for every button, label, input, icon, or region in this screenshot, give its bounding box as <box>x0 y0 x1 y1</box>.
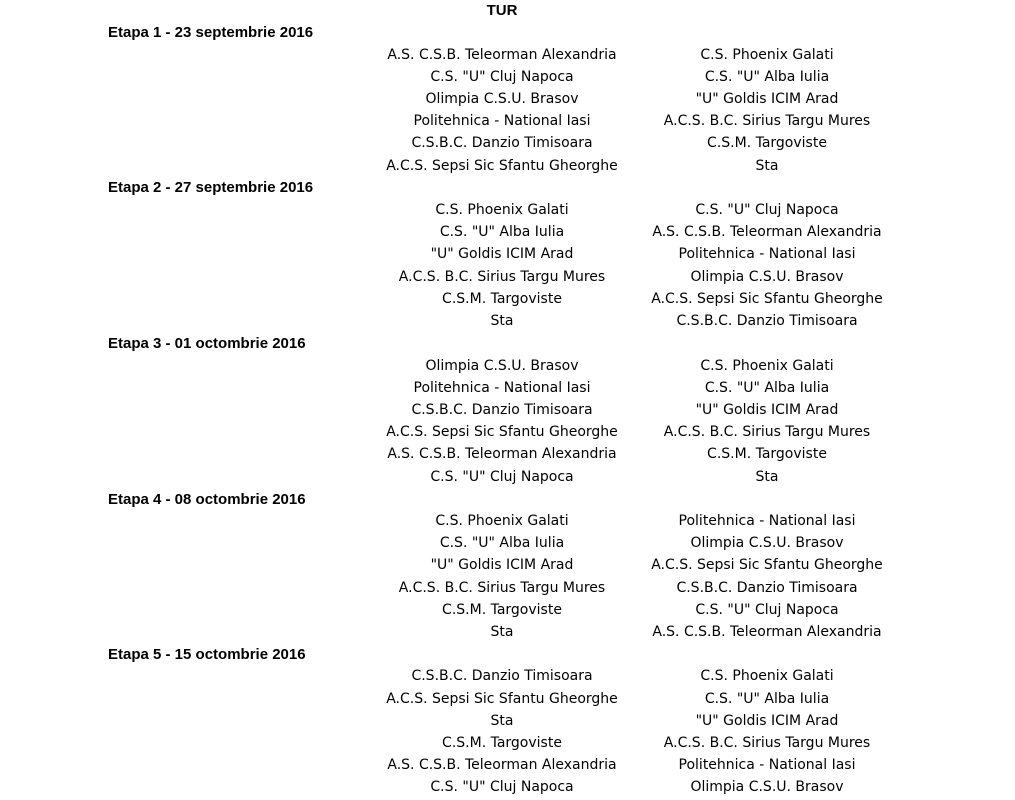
away-team: "U" Goldis ICIM Arad <box>695 713 839 729</box>
away-team: A.S. C.S.B. Teleorman Alexandria <box>652 224 882 240</box>
home-team: Politehnica - National Iasi <box>413 113 591 129</box>
away-team: Olimpia C.S.U. Brasov <box>690 779 844 795</box>
home-team: A.S. C.S.B. Teleorman Alexandria <box>387 47 617 63</box>
home-team: A.S. C.S.B. Teleorman Alexandria <box>387 757 617 773</box>
fixture-row <box>0 88 1015 110</box>
home-team: C.S. Phoenix Galati <box>435 513 569 529</box>
home-team: C.S.B.C. Danzio Timisoara <box>411 135 593 151</box>
fixture-row <box>0 132 1015 154</box>
away-team: C.S.B.C. Danzio Timisoara <box>676 313 858 329</box>
home-team: A.C.S. B.C. Sirius Targu Mures <box>398 269 606 285</box>
fixture-row <box>0 155 1015 177</box>
away-team: C.S. "U" Alba Iulia <box>704 380 830 396</box>
home-team: A.C.S. Sepsi Sic Sfantu Gheorghe <box>386 158 618 174</box>
away-team: A.C.S. B.C. Sirius Targu Mures <box>663 113 871 129</box>
fixture-row <box>0 310 1015 332</box>
home-team: A.S. C.S.B. Teleorman Alexandria <box>387 446 617 462</box>
fixture-row <box>0 532 1015 554</box>
home-team: C.S. "U" Cluj Napoca <box>430 779 574 795</box>
fixture-row <box>0 577 1015 599</box>
fixture-row <box>0 621 1015 643</box>
round-heading: Etapa 4 - 08 octombrie 2016 <box>108 491 306 508</box>
round-heading: Etapa 5 - 15 octombrie 2016 <box>108 646 306 663</box>
round-heading: Etapa 3 - 01 octombrie 2016 <box>108 335 306 352</box>
away-team: "U" Goldis ICIM Arad <box>695 91 839 107</box>
away-team: Olimpia C.S.U. Brasov <box>690 269 844 285</box>
fixture-row <box>0 355 1015 377</box>
fixture-row <box>0 599 1015 621</box>
fixture-row <box>0 732 1015 754</box>
away-team: C.S. "U" Alba Iulia <box>704 691 830 707</box>
fixture-row <box>0 665 1015 687</box>
away-team: A.C.S. Sepsi Sic Sfantu Gheorghe <box>651 291 883 307</box>
fixture-row <box>0 710 1015 732</box>
away-team: Politehnica - National Iasi <box>678 246 856 262</box>
away-team: C.S. Phoenix Galati <box>700 358 834 374</box>
fixture-row <box>0 443 1015 465</box>
fixture-row <box>0 754 1015 776</box>
page-title: TUR <box>486 2 518 19</box>
away-team: C.S. "U" Cluj Napoca <box>695 602 839 618</box>
fixture-row <box>0 510 1015 532</box>
away-team: Politehnica - National Iasi <box>678 757 856 773</box>
away-team: Sta <box>755 158 779 174</box>
away-team: A.S. C.S.B. Teleorman Alexandria <box>652 624 882 640</box>
home-team: C.S.B.C. Danzio Timisoara <box>411 402 593 418</box>
away-team: Sta <box>755 469 779 485</box>
home-team: Sta <box>490 713 514 729</box>
fixture-row <box>0 377 1015 399</box>
fixture-row <box>0 399 1015 421</box>
away-team: C.S. Phoenix Galati <box>700 47 834 63</box>
home-team: C.S.M. Targoviste <box>442 291 562 307</box>
home-team: A.C.S. Sepsi Sic Sfantu Gheorghe <box>386 691 618 707</box>
away-team: C.S. Phoenix Galati <box>700 668 834 684</box>
away-team: C.S.M. Targoviste <box>707 135 827 151</box>
away-team: A.C.S. Sepsi Sic Sfantu Gheorghe <box>651 557 883 573</box>
away-team: C.S.B.C. Danzio Timisoara <box>676 580 858 596</box>
away-team: Olimpia C.S.U. Brasov <box>690 535 844 551</box>
fixture-row <box>0 776 1015 798</box>
fixture-row <box>0 288 1015 310</box>
fixture-row <box>0 266 1015 288</box>
home-team: C.S. "U" Alba Iulia <box>439 535 565 551</box>
home-team: Olimpia C.S.U. Brasov <box>425 91 579 107</box>
round-heading: Etapa 1 - 23 septembrie 2016 <box>108 24 314 41</box>
home-team: C.S.B.C. Danzio Timisoara <box>411 668 593 684</box>
away-team: A.C.S. B.C. Sirius Targu Mures <box>663 735 871 751</box>
away-team: "U" Goldis ICIM Arad <box>695 402 839 418</box>
home-team: Politehnica - National Iasi <box>413 380 591 396</box>
away-team: C.S.M. Targoviste <box>707 446 827 462</box>
fixture-row <box>0 466 1015 488</box>
fixture-row <box>0 199 1015 221</box>
home-team: C.S. "U" Alba Iulia <box>439 224 565 240</box>
home-team: C.S. "U" Cluj Napoca <box>430 469 574 485</box>
fixture-row <box>0 243 1015 265</box>
home-team: A.C.S. Sepsi Sic Sfantu Gheorghe <box>386 424 618 440</box>
home-team: Olimpia C.S.U. Brasov <box>425 358 579 374</box>
fixture-row <box>0 421 1015 443</box>
home-team: Sta <box>490 313 514 329</box>
home-team: C.S. "U" Cluj Napoca <box>430 69 574 85</box>
home-team: Sta <box>490 624 514 640</box>
round-heading: Etapa 2 - 27 septembrie 2016 <box>108 179 314 196</box>
home-team: C.S.M. Targoviste <box>442 602 562 618</box>
home-team: "U" Goldis ICIM Arad <box>430 246 574 262</box>
home-team: C.S.M. Targoviste <box>442 735 562 751</box>
fixture-row <box>0 110 1015 132</box>
fixture-row <box>0 66 1015 88</box>
away-team: C.S. "U" Alba Iulia <box>704 69 830 85</box>
fixture-row <box>0 554 1015 576</box>
home-team: A.C.S. B.C. Sirius Targu Mures <box>398 580 606 596</box>
home-team: C.S. Phoenix Galati <box>435 202 569 218</box>
fixture-row <box>0 44 1015 66</box>
home-team: "U" Goldis ICIM Arad <box>430 557 574 573</box>
away-team: Politehnica - National Iasi <box>678 513 856 529</box>
away-team: A.C.S. B.C. Sirius Targu Mures <box>663 424 871 440</box>
fixture-row <box>0 688 1015 710</box>
fixture-row <box>0 221 1015 243</box>
away-team: C.S. "U" Cluj Napoca <box>695 202 839 218</box>
